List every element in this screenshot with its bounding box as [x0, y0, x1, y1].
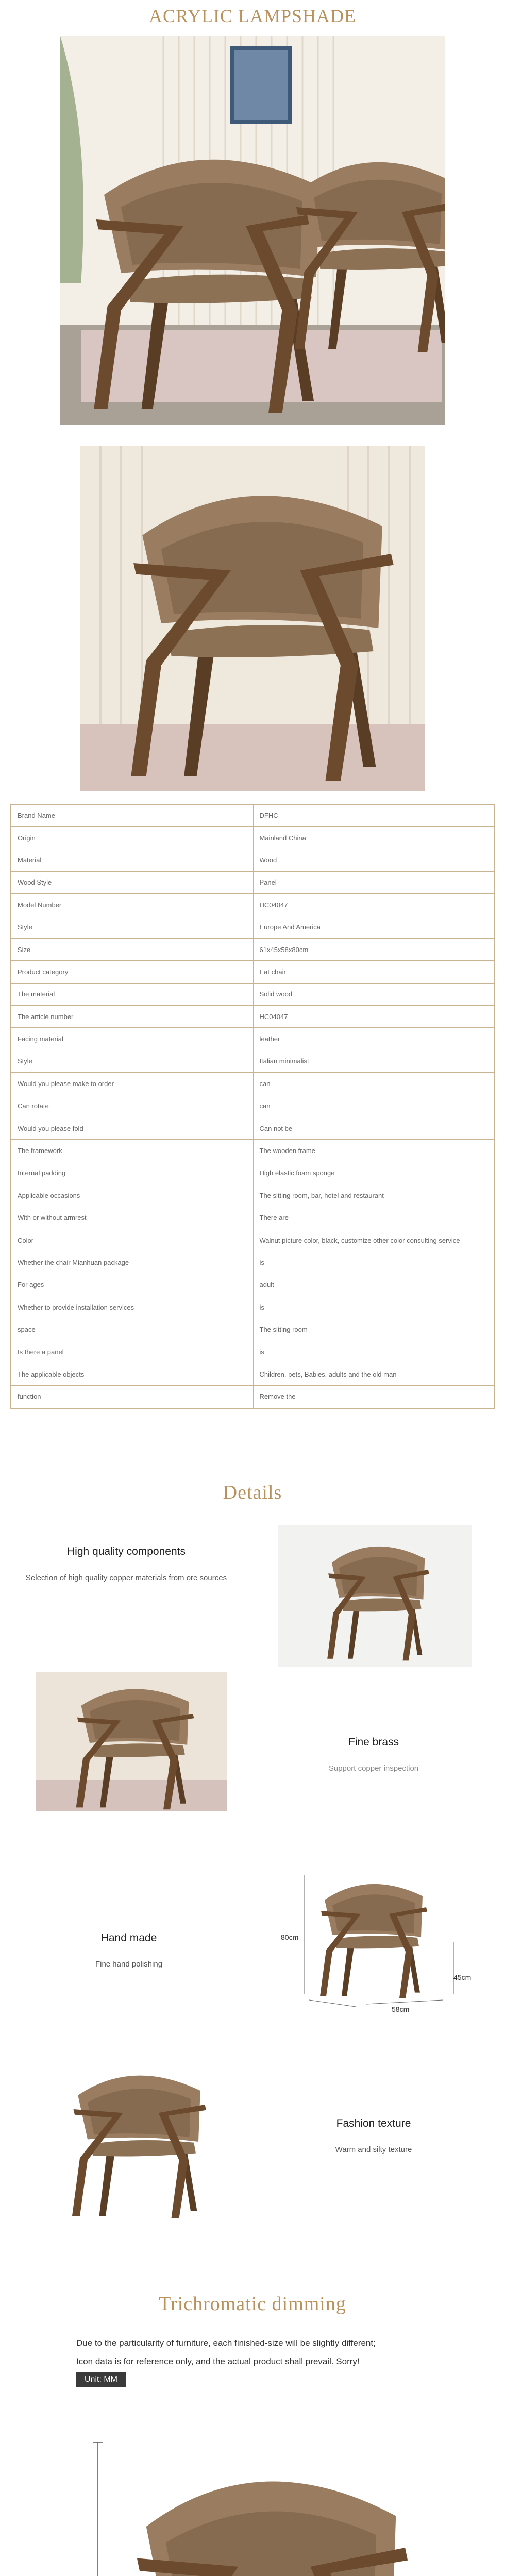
- spec-row: [11, 1385, 494, 1408]
- spec-value: Eat chair: [253, 961, 494, 983]
- spec-value: HC04047: [253, 894, 494, 916]
- spec-key: Size: [11, 938, 253, 960]
- spec-row: [11, 1050, 494, 1072]
- spec-row: [11, 1095, 494, 1117]
- spec-value: can: [253, 1095, 494, 1117]
- spec-row: [11, 1341, 494, 1363]
- spec-row: [11, 1073, 494, 1095]
- feature-desc: Selection of high quality copper materials from ore sources: [25, 1573, 227, 1582]
- spec-row: [11, 871, 494, 893]
- spec-value: There are: [253, 1207, 494, 1229]
- feature-title: High quality components: [67, 1546, 186, 1557]
- size-note: [76, 2334, 447, 2371]
- spec-key: Is there a panel: [11, 1341, 253, 1363]
- spec-row: [11, 1117, 494, 1139]
- feature-desc: Fine hand polishing: [95, 1960, 163, 1969]
- spec-row: [11, 1318, 494, 1341]
- spec-key: Brand Name: [11, 804, 253, 826]
- spec-row: [11, 1229, 494, 1251]
- details-title: Details: [223, 1482, 282, 1503]
- spec-value: High elastic foam sponge: [253, 1162, 494, 1184]
- spec-value: leather: [253, 1028, 494, 1050]
- spec-row: [11, 1274, 494, 1296]
- size-note-line-1: Due to the particularity of furniture, each finished-size will be slightly different;: [76, 2338, 376, 2348]
- spec-row: [11, 804, 494, 826]
- spec-row: [11, 1207, 494, 1229]
- spec-row: [11, 1184, 494, 1207]
- spec-key: Whether to provide installation services: [11, 1296, 253, 1318]
- feature-brass: [289, 1736, 459, 1774]
- detail-photo-2: [36, 1672, 227, 1811]
- feature-components: [21, 1546, 232, 1584]
- spec-key: The applicable objects: [11, 1363, 253, 1385]
- spec-key: space: [11, 1318, 253, 1341]
- spec-row: [11, 916, 494, 938]
- spec-value: Children, pets, Babies, adults and the old man: [253, 1363, 494, 1385]
- spec-value: Solid wood: [253, 983, 494, 1005]
- spec-row: [11, 1028, 494, 1050]
- spec-value: The wooden frame: [253, 1140, 494, 1162]
- spec-key: Internal padding: [11, 1162, 253, 1184]
- spec-key: Would you please make to order: [11, 1073, 253, 1095]
- spec-key: The article number: [11, 1006, 253, 1028]
- spec-row: [11, 826, 494, 849]
- dimension-photo: [67, 2432, 479, 2576]
- unit-badge: Unit: MM: [76, 2372, 126, 2387]
- spec-row: [11, 849, 494, 871]
- spec-value: 61x45x58x80cm: [253, 938, 494, 960]
- spec-table: [10, 804, 495, 1409]
- detail-photo-3: [289, 1865, 474, 2014]
- spec-row: [11, 983, 494, 1005]
- spec-key: Model Number: [11, 894, 253, 916]
- spec-value: The sitting room: [253, 1318, 494, 1341]
- small-dim-width: 58cm: [392, 2005, 410, 2013]
- small-dim-height: 80cm: [281, 1933, 299, 1941]
- spec-value: Wood: [253, 849, 494, 871]
- feature-handmade: [31, 1932, 227, 1970]
- spec-key: For ages: [11, 1274, 253, 1296]
- feature-title: Fine brass: [348, 1736, 399, 1748]
- detail-photo-4: [52, 2056, 227, 2221]
- spec-key: Origin: [11, 826, 253, 849]
- spec-key: Applicable occasions: [11, 1184, 253, 1207]
- spec-row: [11, 938, 494, 960]
- spec-row: [11, 1140, 494, 1162]
- page-title: ACRYLIC LAMPSHADE: [148, 6, 357, 26]
- feature-texture: [289, 2117, 459, 2156]
- spec-row: [11, 894, 494, 916]
- spec-value: Remove the: [253, 1385, 494, 1408]
- spec-value: is: [253, 1341, 494, 1363]
- spec-key: Product category: [11, 961, 253, 983]
- feature-title: Fashion texture: [336, 2117, 411, 2129]
- spec-key: The framework: [11, 1140, 253, 1162]
- spec-value: Europe And America: [253, 916, 494, 938]
- spec-value: is: [253, 1251, 494, 1274]
- single-chair-photo: [80, 446, 425, 791]
- spec-key: function: [11, 1385, 253, 1408]
- spec-key: Wood Style: [11, 871, 253, 893]
- spec-key: Material: [11, 849, 253, 871]
- spec-key: The material: [11, 983, 253, 1005]
- feature-desc: Warm and silty texture: [335, 2145, 412, 2154]
- spec-key: Can rotate: [11, 1095, 253, 1117]
- spec-value: Panel: [253, 871, 494, 893]
- spec-key: Color: [11, 1229, 253, 1251]
- spec-row: [11, 1296, 494, 1318]
- small-dim-seat: 45cm: [453, 1973, 472, 1981]
- spec-value: Mainland China: [253, 826, 494, 849]
- dimming-title: Trichromatic dimming: [159, 2293, 346, 2315]
- feature-title: Hand made: [100, 1932, 157, 1944]
- hero-photo: [60, 36, 445, 425]
- spec-value: Walnut picture color, black, customize other color consulting service: [253, 1229, 494, 1251]
- spec-row: [11, 961, 494, 983]
- spec-value: DFHC: [253, 804, 494, 826]
- spec-key: With or without armrest: [11, 1207, 253, 1229]
- spec-value: Can not be: [253, 1117, 494, 1139]
- spec-value: is: [253, 1296, 494, 1318]
- spec-value: adult: [253, 1274, 494, 1296]
- spec-row: [11, 1162, 494, 1184]
- spec-value: HC04047: [253, 1006, 494, 1028]
- spec-key: Style: [11, 1050, 253, 1072]
- spec-key: Facing material: [11, 1028, 253, 1050]
- spec-value: can: [253, 1073, 494, 1095]
- spec-key: Whether the chair Mianhuan package: [11, 1251, 253, 1274]
- feature-desc: Support copper inspection: [328, 1764, 419, 1773]
- spec-key: Would you please fold: [11, 1117, 253, 1139]
- spec-key: Style: [11, 916, 253, 938]
- spec-row: [11, 1251, 494, 1274]
- spec-row: [11, 1363, 494, 1385]
- spec-row: [11, 1006, 494, 1028]
- spec-value: The sitting room, bar, hotel and restaurant: [253, 1184, 494, 1207]
- spec-value: Italian minimalist: [253, 1050, 494, 1072]
- size-note-line-2: Icon data is for reference only, and the actual product shall prevail. Sorry!: [76, 2357, 360, 2366]
- detail-photo-1: [278, 1525, 472, 1667]
